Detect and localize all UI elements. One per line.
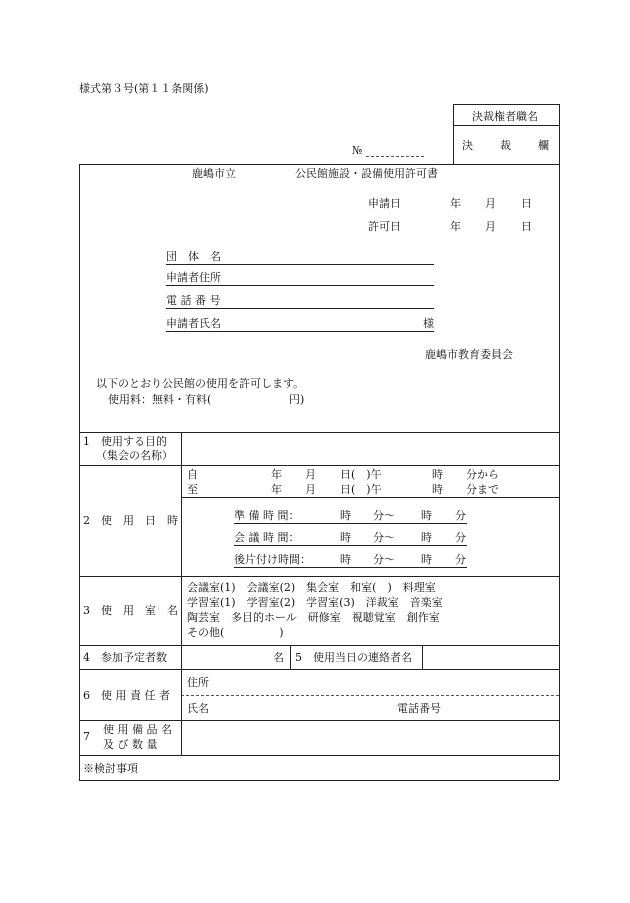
contact-person-field[interactable] [424,647,557,667]
room-options-2[interactable]: 学習室(1) 学習室(2) 学習室(3) 洋裁室 音楽室 [187,596,443,609]
to-month: 月 [305,483,316,496]
review-notes-label: ※検討事項 [83,762,138,775]
equipment-field[interactable] [183,722,557,753]
apply-month: 月 [485,197,496,210]
phone-label: 電 話 番 号 [166,294,221,307]
responsible-phone-label: 電話番号 [397,702,441,715]
equipment-label-2: 及 び 数 量 [103,738,158,751]
from-month: 月 [305,468,316,481]
row-2-split [181,497,559,498]
contact-person-label: 5 使用当日の連絡者名 [295,651,412,664]
row-7-top [79,720,559,721]
approval-box-top [453,104,559,105]
row-6-top [79,669,559,670]
number-field[interactable] [366,156,424,157]
to-day: 日( )午 [340,483,382,496]
to-minute: 分まで [466,483,499,496]
row-2-top [79,465,559,466]
issuer-name: 鹿嶋市教育委員会 [425,348,513,361]
prep-hour: 時 [340,509,351,522]
meeting-minute-to: 分 [455,531,466,544]
responsible-label: 6 使 用 責 任 者 [83,689,170,702]
purpose-field[interactable] [183,434,557,463]
notes-top [79,755,559,756]
cleanup-time-field[interactable] [234,567,467,568]
purpose-label-1: 1 使用する目的 [83,435,167,448]
permit-date-label: 許可日 [368,220,401,233]
row-6-divider [181,695,559,696]
title-document: 公民館施設・設備使用許可書 [295,167,438,180]
prep-time-label: 準 備 時 間： [234,509,300,522]
permit-day: 日 [521,220,532,233]
applicant-name-field[interactable] [166,331,434,332]
row-1-top [79,432,559,433]
approval-box-right [559,104,560,164]
form-number-label: 様式第３号(第１１条関係) [79,82,209,95]
attendees-label: 4 参加予定者数 [83,651,167,664]
responsible-address-label: 住所 [187,676,209,689]
apply-date-label: 申請日 [368,197,401,210]
equipment-label-1: 使 用 備 品 名 [103,723,172,736]
row-3-top [79,576,559,577]
attendees-unit: 名 [273,651,284,664]
group-name-field[interactable] [166,264,434,265]
room-label: 3 使 用 室 名 [83,604,178,617]
approval-box-mid [453,125,559,126]
cleanup-time-label: 後片付け時間： [234,553,311,566]
cleanup-minute-from: 分〜 [373,553,395,566]
room-options-4[interactable]: その他( ) [187,626,284,639]
cleanup-hour-to: 時 [421,553,432,566]
permit-statement: 以下のとおり公民館の使用を許可します。 [96,377,305,390]
title-city: 鹿嶋市立 [192,167,236,180]
meeting-time-field[interactable] [234,545,467,546]
cleanup-minute-to: 分 [455,553,466,566]
prep-hour-to: 時 [421,509,432,522]
fee-label: 使用料：無料・有料( [108,393,212,406]
approval-box-left [453,104,454,164]
main-box-bottom [79,780,559,781]
meeting-hour: 時 [340,531,351,544]
main-box-right [559,164,560,780]
row-4-divider-a [290,645,291,669]
from-day: 日( )午 [340,468,382,481]
approval-char-1: 決 [462,139,473,152]
applicant-address-field[interactable] [166,285,434,286]
purpose-label-2: （集会の名称） [96,449,173,462]
applicant-name-label: 申請者氏名 [166,317,221,330]
row-4-top [79,645,559,646]
to-label: 至 [187,483,198,496]
to-year: 年 [271,483,282,496]
meeting-minute-from: 分〜 [373,531,395,544]
permit-month: 月 [485,220,496,233]
prep-time-field[interactable] [234,523,467,524]
prep-minute-from: 分〜 [373,509,395,522]
phone-field[interactable] [166,308,434,309]
approval-char-2: 裁 [500,139,511,152]
apply-day: 日 [521,197,532,210]
meeting-hour-to: 時 [421,531,432,544]
room-options-3[interactable]: 陶芸室 多目的ホール 研修室 視聴覚室 創作室 [187,611,440,624]
main-box-top [79,164,559,165]
responsible-name-label: 氏名 [187,702,209,715]
label-column-separator [181,432,182,755]
meeting-time-label: 会 議 時 間： [234,531,300,544]
main-box-left [79,164,80,780]
cleanup-hour: 時 [340,553,351,566]
sama-label: 様 [423,317,434,330]
number-label: № [352,144,363,157]
from-hour: 時 [432,468,443,481]
prep-minute-to: 分 [455,509,466,522]
permit-year: 年 [450,220,461,233]
to-hour: 時 [432,483,443,496]
from-year: 年 [271,468,282,481]
approval-char-3: 欄 [538,139,549,152]
applicant-address-label: 申請者住所 [166,271,221,284]
fee-yen: 円) [289,393,305,406]
from-label: 自 [187,468,198,481]
row-4-divider-b [422,645,423,669]
apply-year: 年 [450,197,461,210]
approval-header: 決裁権者職名 [472,110,538,123]
datetime-label: 2 使 用 日 時 [83,514,178,527]
equipment-number: 7 [83,730,90,743]
room-options-1[interactable]: 会議室(1) 会議室(2) 集会室 和室( ) 料理室 [187,581,436,594]
from-minute: 分から [466,468,499,481]
group-name-label: 団 体 名 [166,250,221,263]
